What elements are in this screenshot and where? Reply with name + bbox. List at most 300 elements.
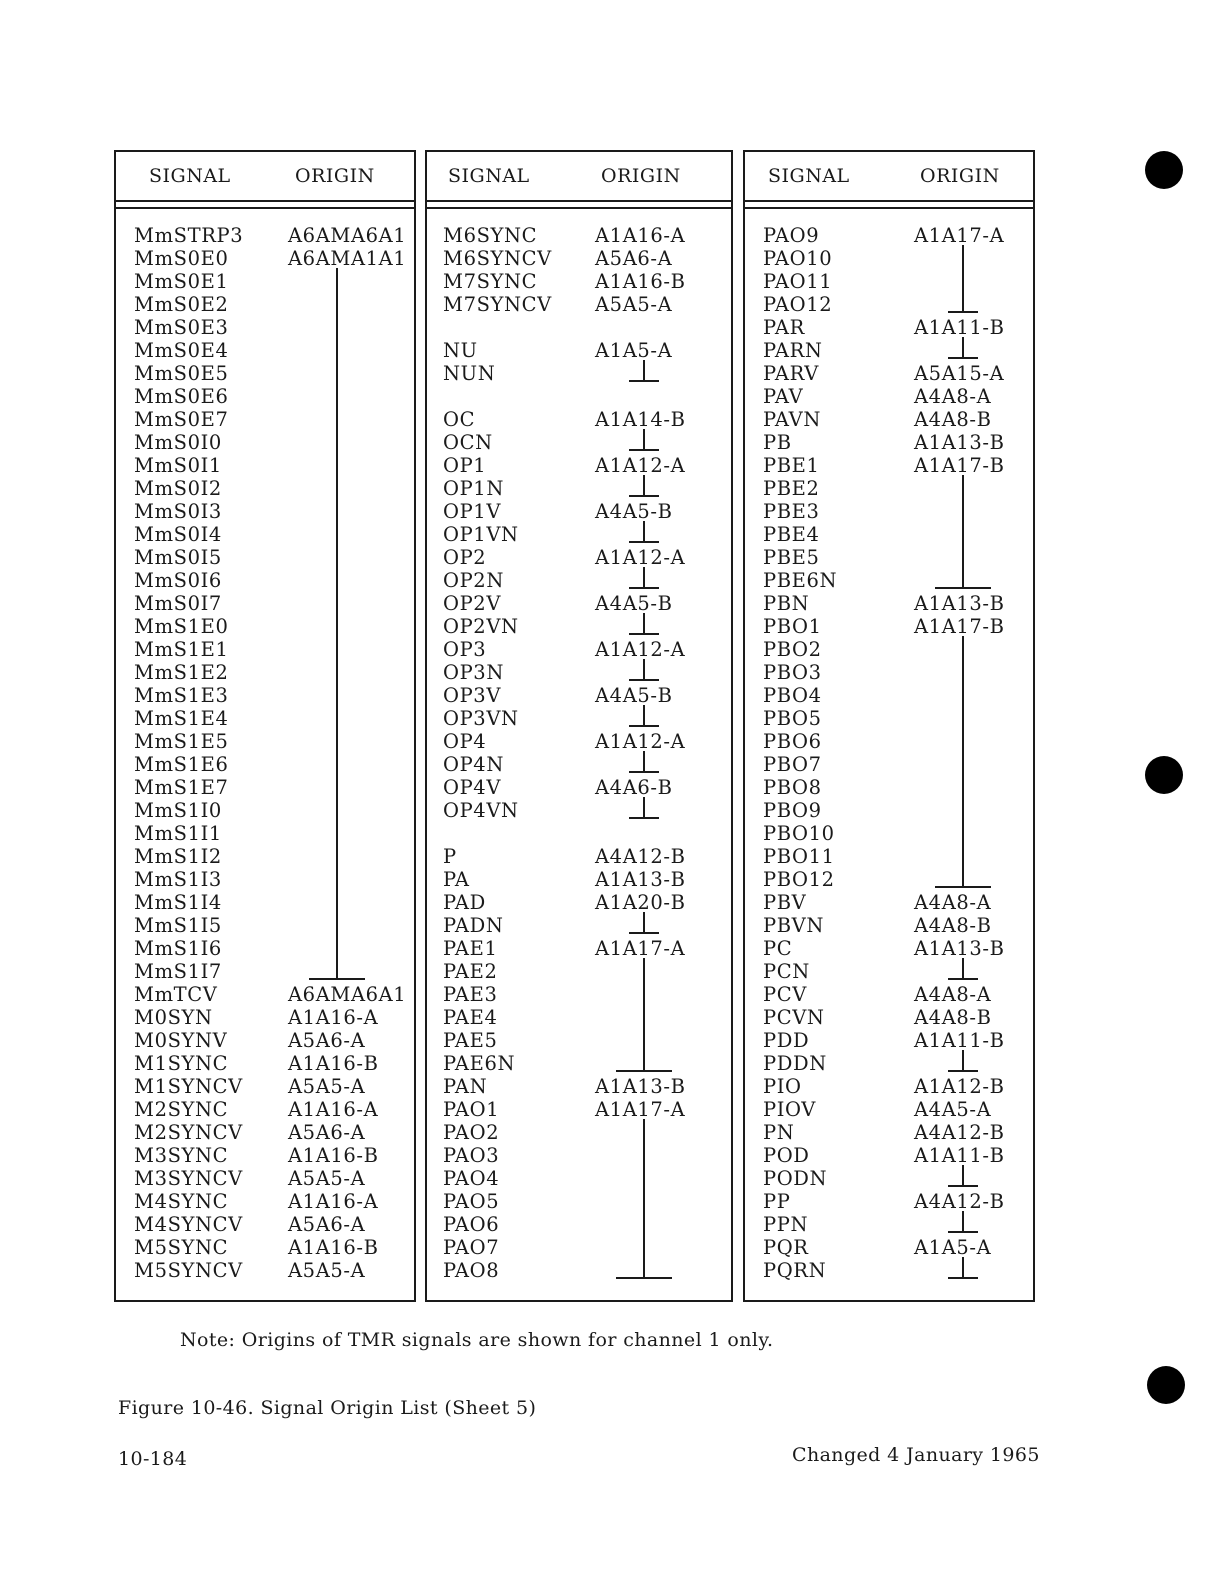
table-row bbox=[745, 431, 1033, 454]
signal-cell: OP4VN bbox=[443, 799, 519, 822]
ditto-line bbox=[962, 245, 964, 311]
table-row bbox=[745, 983, 1033, 1006]
signal-cell: M3SYNC bbox=[134, 1144, 229, 1167]
table-row bbox=[745, 914, 1033, 937]
ditto-end-bar bbox=[629, 679, 659, 681]
table-row bbox=[427, 546, 731, 569]
signal-cell: M1SYNC bbox=[134, 1052, 229, 1075]
table-panel-3 bbox=[743, 150, 1035, 1302]
signal-cell: MmS0I0 bbox=[134, 431, 222, 454]
table-row bbox=[427, 1167, 731, 1190]
ditto-end-bar bbox=[948, 357, 978, 359]
table-row bbox=[116, 776, 414, 799]
signal-cell: PAV bbox=[763, 385, 804, 408]
signal-cell: PBO3 bbox=[763, 661, 822, 684]
table-row bbox=[427, 1259, 731, 1282]
ditto-end-bar bbox=[948, 1277, 978, 1279]
signal-cell: OP1V bbox=[443, 500, 501, 523]
table-row bbox=[116, 707, 414, 730]
signal-cell: MmS1E1 bbox=[134, 638, 229, 661]
ditto-end-bar bbox=[309, 978, 365, 980]
table-row bbox=[745, 730, 1033, 753]
signal-cell: PBO4 bbox=[763, 684, 822, 707]
signal-cell: PBN bbox=[763, 592, 810, 615]
table-row bbox=[427, 362, 731, 385]
table-row bbox=[427, 224, 731, 247]
signal-cell: PAO9 bbox=[763, 224, 820, 247]
signal-cell: MmS1E0 bbox=[134, 615, 229, 638]
table-row bbox=[116, 1121, 414, 1144]
origin-cell: A1A16-A bbox=[288, 1098, 379, 1121]
table-row bbox=[745, 1052, 1033, 1075]
signal-cell: PBE3 bbox=[763, 500, 820, 523]
table-row bbox=[116, 247, 414, 270]
signal-cell: MmS1E4 bbox=[134, 707, 229, 730]
signal-cell: PBO11 bbox=[763, 845, 835, 868]
ditto-end-bar bbox=[616, 1070, 672, 1072]
signal-cell: OP2 bbox=[443, 546, 487, 569]
table-row bbox=[745, 500, 1033, 523]
signal-cell: M1SYNCV bbox=[134, 1075, 243, 1098]
table-row bbox=[116, 1236, 414, 1259]
origin-cell: A1A11-B bbox=[914, 1029, 1005, 1052]
table-header bbox=[427, 152, 731, 202]
origin-cell: A1A12-A bbox=[595, 454, 686, 477]
origin-column-header: ORIGIN bbox=[601, 165, 681, 187]
table-row bbox=[427, 270, 731, 293]
table-note: Note: Origins of TMR signals are shown for channel 1 only. bbox=[180, 1329, 774, 1351]
table-row bbox=[745, 661, 1033, 684]
table-row bbox=[116, 592, 414, 615]
origin-cell: A1A14-B bbox=[595, 408, 686, 431]
signal-cell: MmS0E3 bbox=[134, 316, 229, 339]
signal-cell: OP1N bbox=[443, 477, 504, 500]
origin-cell: A1A16-B bbox=[595, 270, 686, 293]
table-row bbox=[116, 684, 414, 707]
table-row bbox=[745, 1190, 1033, 1213]
signal-cell: PBO12 bbox=[763, 868, 835, 891]
origin-cell: A6AMA6A1 bbox=[288, 224, 407, 247]
table-row bbox=[116, 845, 414, 868]
origin-cell: A5A5-A bbox=[288, 1259, 366, 1282]
signal-cell: PAO2 bbox=[443, 1121, 500, 1144]
table-row bbox=[745, 960, 1033, 983]
origin-cell: A5A5-A bbox=[595, 293, 673, 316]
signal-cell: M5SYNCV bbox=[134, 1259, 243, 1282]
table-row bbox=[116, 362, 414, 385]
signal-cell: PAE2 bbox=[443, 960, 498, 983]
signal-cell: NUN bbox=[443, 362, 496, 385]
table-row bbox=[427, 1098, 731, 1121]
signal-cell: PAO7 bbox=[443, 1236, 500, 1259]
signal-cell: MmS1E2 bbox=[134, 661, 229, 684]
table-row bbox=[427, 707, 731, 730]
table-row bbox=[116, 661, 414, 684]
table-row bbox=[427, 776, 731, 799]
table-row bbox=[427, 799, 731, 822]
table-row bbox=[745, 1098, 1033, 1121]
table-row bbox=[116, 1006, 414, 1029]
signal-cell: PAE3 bbox=[443, 983, 498, 1006]
table-row bbox=[116, 477, 414, 500]
signal-cell: PBE1 bbox=[763, 454, 820, 477]
ditto-line bbox=[962, 1257, 964, 1277]
signal-cell: M6SYNCV bbox=[443, 247, 552, 270]
signal-cell: PODN bbox=[763, 1167, 828, 1190]
ditto-end-bar bbox=[629, 587, 659, 589]
ditto-end-bar bbox=[629, 817, 659, 819]
origin-cell: A1A11-B bbox=[914, 1144, 1005, 1167]
ditto-end-bar bbox=[948, 311, 978, 313]
signal-cell: M7SYNC bbox=[443, 270, 538, 293]
table-panel-2 bbox=[425, 150, 733, 1302]
signal-cell: M7SYNCV bbox=[443, 293, 552, 316]
origin-cell: A5A6-A bbox=[288, 1121, 366, 1144]
table-row bbox=[427, 1144, 731, 1167]
table-row bbox=[745, 799, 1033, 822]
ditto-line bbox=[962, 958, 964, 978]
signal-cell: OP4N bbox=[443, 753, 504, 776]
signal-cell: PAO11 bbox=[763, 270, 833, 293]
origin-cell: A1A12-A bbox=[595, 546, 686, 569]
signal-cell: PBE5 bbox=[763, 546, 820, 569]
signal-cell: PBO1 bbox=[763, 615, 822, 638]
table-row bbox=[745, 1259, 1033, 1282]
signal-cell: MmS0E2 bbox=[134, 293, 229, 316]
table-row bbox=[116, 730, 414, 753]
signal-cell: M6SYNC bbox=[443, 224, 538, 247]
table-row bbox=[427, 569, 731, 592]
origin-cell: A5A15-A bbox=[914, 362, 1005, 385]
ditto-line bbox=[643, 958, 645, 1070]
table-row bbox=[745, 776, 1033, 799]
table-row bbox=[427, 983, 731, 1006]
signal-cell: MmS0E5 bbox=[134, 362, 229, 385]
table-row bbox=[745, 615, 1033, 638]
ditto-line bbox=[643, 475, 645, 495]
table-row bbox=[427, 661, 731, 684]
table-row bbox=[745, 316, 1033, 339]
table-row bbox=[745, 684, 1033, 707]
signal-cell: OP1 bbox=[443, 454, 487, 477]
header-rule bbox=[745, 207, 1033, 209]
ditto-end-bar bbox=[629, 449, 659, 451]
origin-cell: A4A8-A bbox=[914, 983, 992, 1006]
origin-cell: A1A17-B bbox=[914, 615, 1005, 638]
ditto-end-bar bbox=[629, 932, 659, 934]
table-row bbox=[427, 1075, 731, 1098]
table-row bbox=[116, 799, 414, 822]
table-row bbox=[116, 638, 414, 661]
signal-cell: PAO10 bbox=[763, 247, 833, 270]
table-row bbox=[116, 983, 414, 1006]
binder-hole bbox=[1145, 151, 1183, 189]
signal-cell: PAO6 bbox=[443, 1213, 500, 1236]
signal-cell: PIO bbox=[763, 1075, 802, 1098]
signal-cell: MmS1E7 bbox=[134, 776, 229, 799]
signal-cell: OC bbox=[443, 408, 476, 431]
table-header bbox=[745, 152, 1033, 202]
ditto-end-bar bbox=[616, 1277, 672, 1279]
origin-column-header: ORIGIN bbox=[920, 165, 1000, 187]
table-row bbox=[116, 868, 414, 891]
table-row bbox=[116, 546, 414, 569]
table-row bbox=[116, 224, 414, 247]
ditto-end-bar bbox=[629, 725, 659, 727]
table-row bbox=[745, 1121, 1033, 1144]
signal-cell: PAVN bbox=[763, 408, 821, 431]
table-row bbox=[427, 845, 731, 868]
table-row bbox=[427, 914, 731, 937]
table-row bbox=[427, 1052, 731, 1075]
signal-cell: PBO7 bbox=[763, 753, 822, 776]
table-row bbox=[116, 1075, 414, 1098]
table-row bbox=[116, 431, 414, 454]
table-row bbox=[116, 891, 414, 914]
signal-cell: PPN bbox=[763, 1213, 809, 1236]
table-row bbox=[745, 1075, 1033, 1098]
table-row bbox=[116, 1167, 414, 1190]
origin-cell: A1A16-B bbox=[288, 1236, 379, 1259]
signal-column-header: SIGNAL bbox=[768, 165, 850, 187]
table-row bbox=[427, 684, 731, 707]
table-row bbox=[427, 592, 731, 615]
ditto-line bbox=[962, 1050, 964, 1070]
signal-cell: MmS1I3 bbox=[134, 868, 222, 891]
table-row bbox=[745, 247, 1033, 270]
table-row bbox=[745, 822, 1033, 845]
ditto-line bbox=[643, 705, 645, 725]
table-row bbox=[745, 339, 1033, 362]
signal-cell: PDDN bbox=[763, 1052, 827, 1075]
table-row bbox=[427, 339, 731, 362]
origin-cell: A1A13-B bbox=[914, 592, 1005, 615]
table-row bbox=[427, 730, 731, 753]
origin-cell: A1A12-B bbox=[914, 1075, 1005, 1098]
signal-cell: MmS1I6 bbox=[134, 937, 222, 960]
ditto-end-bar bbox=[629, 541, 659, 543]
ditto-line bbox=[643, 429, 645, 449]
ditto-line bbox=[643, 751, 645, 771]
table-row bbox=[745, 224, 1033, 247]
signal-cell: PBO10 bbox=[763, 822, 835, 845]
origin-cell: A5A6-A bbox=[595, 247, 673, 270]
page-number: 10-184 bbox=[118, 1448, 188, 1470]
signal-cell: OP2N bbox=[443, 569, 504, 592]
signal-cell: M4SYNC bbox=[134, 1190, 229, 1213]
ditto-line bbox=[643, 797, 645, 817]
origin-cell: A1A16-A bbox=[288, 1006, 379, 1029]
signal-cell: PCV bbox=[763, 983, 807, 1006]
origin-cell: A1A16-A bbox=[288, 1190, 379, 1213]
table-row bbox=[116, 339, 414, 362]
table-row bbox=[427, 1029, 731, 1052]
origin-cell: A5A6-A bbox=[288, 1213, 366, 1236]
signal-cell: PIOV bbox=[763, 1098, 816, 1121]
table-row bbox=[116, 454, 414, 477]
signal-cell: PP bbox=[763, 1190, 791, 1213]
signal-cell: MmS0I5 bbox=[134, 546, 222, 569]
signal-cell: PBE6N bbox=[763, 569, 838, 592]
origin-cell: A4A5-B bbox=[595, 592, 673, 615]
table-row bbox=[116, 1190, 414, 1213]
table-row bbox=[427, 431, 731, 454]
origin-cell: A1A17-A bbox=[914, 224, 1005, 247]
origin-cell: A1A13-B bbox=[914, 937, 1005, 960]
table-row bbox=[116, 316, 414, 339]
table-row bbox=[427, 454, 731, 477]
table-row bbox=[116, 408, 414, 431]
ditto-end-bar bbox=[935, 587, 991, 589]
table-row bbox=[745, 385, 1033, 408]
origin-cell: A1A17-B bbox=[914, 454, 1005, 477]
ditto-end-bar bbox=[629, 771, 659, 773]
signal-cell: PAD bbox=[443, 891, 486, 914]
table-row bbox=[116, 937, 414, 960]
table-row bbox=[745, 592, 1033, 615]
origin-cell: A5A5-A bbox=[288, 1167, 366, 1190]
binder-hole bbox=[1145, 756, 1183, 794]
origin-cell: A1A17-A bbox=[595, 1098, 686, 1121]
table-row bbox=[116, 1259, 414, 1282]
table-row bbox=[427, 1121, 731, 1144]
signal-cell: PBO2 bbox=[763, 638, 822, 661]
signal-cell: MmS1I1 bbox=[134, 822, 222, 845]
signal-cell: MmS0E6 bbox=[134, 385, 229, 408]
change-date: Changed 4 January 1965 bbox=[792, 1444, 1040, 1466]
signal-cell: PBE2 bbox=[763, 477, 820, 500]
ditto-line bbox=[962, 1165, 964, 1185]
binder-hole bbox=[1147, 1366, 1185, 1404]
table-row bbox=[427, 316, 731, 339]
signal-cell: MmS0I7 bbox=[134, 592, 222, 615]
signal-cell: OP3N bbox=[443, 661, 504, 684]
ditto-line bbox=[643, 613, 645, 633]
table-row bbox=[116, 753, 414, 776]
signal-cell: M0SYNV bbox=[134, 1029, 228, 1052]
table-row bbox=[427, 523, 731, 546]
signal-cell: PQRN bbox=[763, 1259, 827, 1282]
origin-cell: A1A12-A bbox=[595, 730, 686, 753]
table-row bbox=[427, 638, 731, 661]
signal-cell: PAO5 bbox=[443, 1190, 500, 1213]
signal-cell: MmS0I6 bbox=[134, 569, 222, 592]
signal-cell: PB bbox=[763, 431, 792, 454]
ditto-line bbox=[962, 1211, 964, 1231]
signal-cell: PBVN bbox=[763, 914, 824, 937]
table-row bbox=[116, 960, 414, 983]
signal-cell: OP3 bbox=[443, 638, 487, 661]
table-row bbox=[745, 477, 1033, 500]
signal-cell: PAN bbox=[443, 1075, 488, 1098]
origin-cell: A1A5-A bbox=[914, 1236, 992, 1259]
signal-cell: P bbox=[443, 845, 457, 868]
signal-cell: M5SYNC bbox=[134, 1236, 229, 1259]
signal-cell: PDD bbox=[763, 1029, 810, 1052]
ditto-end-bar bbox=[948, 1070, 978, 1072]
signal-cell: PARN bbox=[763, 339, 823, 362]
table-row bbox=[745, 408, 1033, 431]
signal-cell: NU bbox=[443, 339, 478, 362]
signal-cell: MmS1I0 bbox=[134, 799, 222, 822]
table-row bbox=[116, 1029, 414, 1052]
signal-cell: MmS1I7 bbox=[134, 960, 222, 983]
origin-cell: A4A12-B bbox=[914, 1121, 1005, 1144]
table-row bbox=[116, 822, 414, 845]
origin-cell: A1A13-B bbox=[914, 431, 1005, 454]
table-row bbox=[427, 1006, 731, 1029]
table-row bbox=[745, 753, 1033, 776]
signal-cell: PAE6N bbox=[443, 1052, 516, 1075]
signal-cell: PBV bbox=[763, 891, 807, 914]
origin-cell: A1A20-B bbox=[595, 891, 686, 914]
signal-cell: PBO6 bbox=[763, 730, 822, 753]
ditto-end-bar bbox=[935, 886, 991, 888]
origin-cell: A4A6-B bbox=[595, 776, 673, 799]
table-row bbox=[427, 477, 731, 500]
signal-cell: MmS0I1 bbox=[134, 454, 222, 477]
signal-cell: PQR bbox=[763, 1236, 809, 1259]
table-row bbox=[116, 1098, 414, 1121]
ditto-end-bar bbox=[629, 380, 659, 382]
signal-cell: MmS0I3 bbox=[134, 500, 222, 523]
origin-cell: A1A5-A bbox=[595, 339, 673, 362]
origin-cell: A5A6-A bbox=[288, 1029, 366, 1052]
table-row bbox=[116, 500, 414, 523]
table-row bbox=[745, 1167, 1033, 1190]
table-row bbox=[745, 293, 1033, 316]
signal-cell: OP1VN bbox=[443, 523, 519, 546]
ditto-end-bar bbox=[948, 1185, 978, 1187]
signal-cell: OP2VN bbox=[443, 615, 519, 638]
table-row bbox=[427, 1190, 731, 1213]
signal-cell: PAO3 bbox=[443, 1144, 500, 1167]
header-rule bbox=[116, 207, 414, 209]
origin-cell: A1A12-A bbox=[595, 638, 686, 661]
signal-cell: M3SYNCV bbox=[134, 1167, 243, 1190]
table-row bbox=[427, 247, 731, 270]
signal-cell: M0SYN bbox=[134, 1006, 213, 1029]
signal-column-header: SIGNAL bbox=[149, 165, 231, 187]
table-row bbox=[427, 937, 731, 960]
signal-cell: PAO4 bbox=[443, 1167, 500, 1190]
table-row bbox=[745, 1006, 1033, 1029]
ditto-line bbox=[643, 521, 645, 541]
origin-cell: A1A16-A bbox=[595, 224, 686, 247]
signal-cell: OP3V bbox=[443, 684, 501, 707]
origin-cell: A4A12-B bbox=[595, 845, 686, 868]
signal-cell: MmS0E4 bbox=[134, 339, 229, 362]
signal-cell: PAE1 bbox=[443, 937, 498, 960]
signal-cell: PC bbox=[763, 937, 793, 960]
signal-cell: MmS0E0 bbox=[134, 247, 229, 270]
signal-cell: OP4V bbox=[443, 776, 501, 799]
ditto-line bbox=[643, 360, 645, 380]
origin-cell: A4A5-B bbox=[595, 500, 673, 523]
header-rule bbox=[427, 207, 731, 209]
table-row bbox=[116, 523, 414, 546]
table-row bbox=[427, 615, 731, 638]
ditto-line bbox=[962, 337, 964, 357]
table-row bbox=[427, 385, 731, 408]
table-row bbox=[745, 845, 1033, 868]
origin-cell: A1A16-B bbox=[288, 1052, 379, 1075]
signal-cell: MmS1E3 bbox=[134, 684, 229, 707]
ditto-end-bar bbox=[948, 1231, 978, 1233]
table-row bbox=[116, 293, 414, 316]
ditto-line bbox=[643, 1119, 645, 1277]
signal-cell: PCN bbox=[763, 960, 810, 983]
